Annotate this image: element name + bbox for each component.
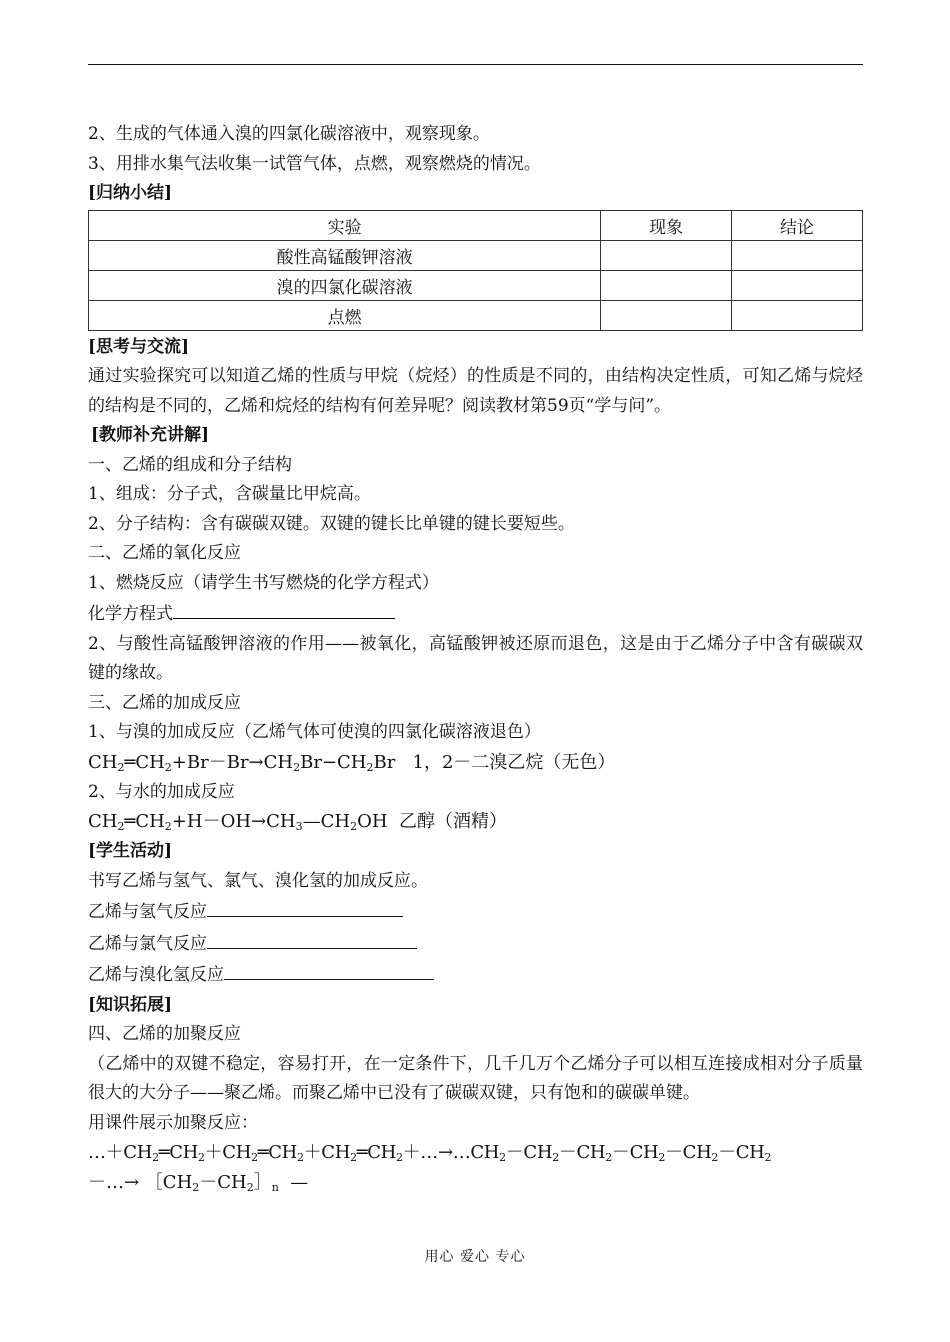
extension-heading: [知识拓展]: [88, 994, 173, 1015]
header-cell-experiment: 实验: [89, 210, 601, 240]
table-cell-empty[interactable]: [601, 240, 732, 270]
think-heading: [思考与交流]: [88, 336, 190, 357]
chlorine-blank[interactable]: [207, 928, 417, 949]
table-cell: 酸性高锰酸钾溶液: [89, 240, 601, 270]
summary-table: [88, 210, 863, 331]
table-cell-empty[interactable]: [732, 300, 863, 330]
chlorine-label: 乙烯与氯气反应: [88, 933, 207, 954]
equation-blank[interactable]: [173, 598, 395, 619]
table-cell-empty[interactable]: [601, 270, 732, 300]
hbr-label: 乙烯与溴化氢反应: [88, 965, 224, 985]
bromine-addition-line: 1、与溴的加成反应（乙烯气体可使溴的四氯化碳溶液退色）: [88, 722, 541, 742]
teacher-heading: [教师补充讲解]: [91, 425, 210, 445]
summary-heading: [归纳小结]: [88, 183, 173, 203]
student-heading: [学生活动]: [88, 841, 173, 861]
section-3-title: 三、乙烯的加成反应: [88, 692, 241, 713]
section-4-title: 四、乙烯的加聚反应: [88, 1024, 241, 1044]
page-footer: 用心 爱心 专心: [424, 1249, 526, 1265]
table-cell: 点燃: [89, 300, 601, 330]
hydrogen-blank[interactable]: [207, 896, 403, 917]
think-paragraph: 通过实验探究可以知道乙烯的性质与甲烷（烷烃）的性质是不同的，由结构决定性质，可知乙烯与烷烃的结构是不同的，乙烯和烷烃的结构有何差异呢？阅读教材第59页“学与问”。: [88, 366, 863, 416]
polymerization-equation-1: $\dots+CH_2═CH_2+CH_2═CH_2+CH_2═CH_2+\dots\to\dots CH_2-CH_2-CH_2-CH_2-CH_2-CH_2$: [88, 1142, 772, 1164]
header-cell-phenomenon: 现象: [601, 210, 732, 240]
header-rule: [88, 64, 863, 65]
table-cell-empty[interactable]: [732, 270, 863, 300]
table-cell: 溴的四氯化碳溶液: [89, 270, 601, 300]
combustion-line: 1、燃烧反应（请学生书写燃烧的化学方程式）: [88, 572, 439, 593]
table-row: [89, 240, 863, 270]
document-body: [88, 120, 863, 1198]
table-cell-empty[interactable]: [601, 300, 732, 330]
section-2-title: 二、乙烯的氧化反应: [88, 543, 241, 563]
student-intro: 书写乙烯与氢气、氯气、溴化氢的加成反应。: [88, 870, 428, 891]
equation-label: 化学方程式: [88, 604, 173, 624]
composition-line: 1、组成：分子式，含碳量比甲烷高。: [88, 484, 371, 504]
kmno4-paragraph: 2、与酸性高锰酸钾溶液的作用——被氧化，高锰酸钾被还原而退色，这是由于乙烯分子中含有碳碳双键的缘故。: [88, 633, 863, 683]
structure-line: 2、分子结构：含有碳碳双键。双键的键长比单键的键长要短些。: [88, 513, 575, 534]
table-cell-empty[interactable]: [732, 240, 863, 270]
water-addition-line: 2、与水的加成反应: [88, 781, 235, 802]
hydrogen-label: 乙烯与氢气反应: [88, 902, 207, 922]
bromine-equation: $CH_2═CH_2+Br-Br\to CH_2Br-CH_2Br$ 1，2－二溴乙烷（无色）: [88, 751, 616, 774]
summary-header-row: [89, 210, 863, 240]
water-equation: $CH_2═CH_2+H-OH\to CH_3—CH_2OH$ 乙醇（酒精）: [88, 811, 507, 833]
table-row: [89, 300, 863, 330]
polymerization-equation-2: －…→ $[CH_2-CH_2]_n$ —: [88, 1172, 309, 1194]
step-3-line: 3、用排水集气法收集一试管气体，点燃，观察燃烧的情况。: [88, 153, 541, 174]
polymerization-paragraph: （乙烯中的双键不稳定，容易打开，在一定条件下，几千几万个乙烯分子可以相互连接成相对分子质量很大的大分子——聚乙烯。而聚乙烯中已没有了碳碳双键，只有饱和的碳碳单键。: [88, 1053, 863, 1103]
hbr-blank[interactable]: [224, 959, 434, 980]
table-row: [89, 270, 863, 300]
chlorine-line: [88, 928, 863, 960]
header-cell-conclusion: 结论: [732, 210, 863, 240]
hbr-line: [88, 959, 863, 991]
equation-line: [88, 598, 863, 630]
section-1-title: 一、乙烯的组成和分子结构: [88, 454, 292, 475]
step-2-line: 2、生成的气体通入溴的四氯化碳溶液中，观察现象。: [88, 124, 490, 144]
dibromoethane-label: 1，2－二溴乙烷（无色）: [412, 751, 616, 773]
hydrogen-line: [88, 896, 863, 928]
ethanol-label: 乙醇（酒精）: [398, 811, 507, 832]
courseware-line: 用课件展示加聚反应：: [88, 1112, 258, 1133]
